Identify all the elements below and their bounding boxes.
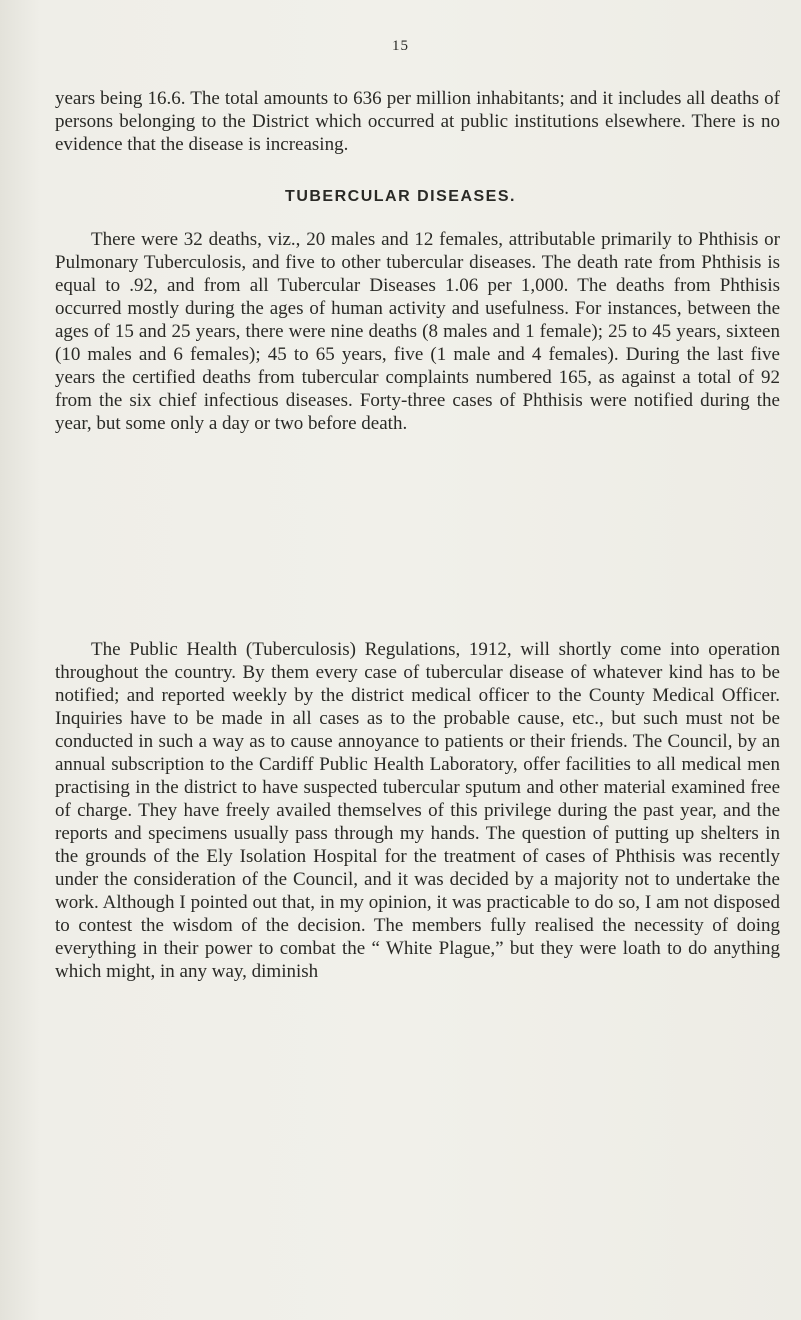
section-heading: TUBERCULAR DISEASES. [285, 188, 516, 205]
paragraph-deaths: There were 32 deaths, viz., 20 males and 12 females, attributable primarily to Phthisis or Pulmonary Tuberculosis, and five to other tubercular diseases. The death rate from Phthisis is equal to .92, and from all Tubercular Diseases 1.06 per 1,000. The deaths from Phthisis occurred mostly during the ages of human activity and usefulness. For instances, between the ages of 15 and 25 years, there were nine deaths (8 males and 1 female); 25 to 45 years, sixteen (10 males and 6 females); 45 to 65 years, five (1 male and 4 females). During the last five years the certified deaths from tubercular complaints numbered 165, as against a total of 92 from the six chief infectious diseases. Forty-three cases of Phthisis were notified during the year, but some only a day or two before death. [55, 229, 780, 434]
paragraph-regulations: The Public Health (Tuberculosis) Regulations, 1912, will shortly come into operation throughout the country. By them every case of tubercular disease of whatever kind has to be notified; and reported weekly by the district medical officer to the County Medical Officer. Inquiries have to be made in all cases as to the probable cause, etc., but such must not be conducted in such a way as to cause annoyance to patients or their friends. The Council, by an annual subscription to the Cardiff Public Health Laboratory, offer facilities to all medical men practising in the district to have suspected tubercular sputum and other material examined free of charge. They have freely availed themselves of this privilege during the past year, and the reports and specimens usually pass through my hands. The question of putting up shelters in the grounds of the Ely Isolation Hospital for the treatment of cases of Phthisis was recently under the consideration of the Council, and it was decided by a majority not to undertake the work. Although I pointed out that, in my opinion, it was practicable to do so, I am not disposed to contest the wisdom of the decision. The members fully realised the necessity of doing everything in their power to combat the “ White Plague,” but they were loath to do anything which might, in any way, diminish [55, 639, 780, 982]
page-number: 15 [392, 38, 409, 54]
intro-paragraph: years being 16.6. The total amounts to 636 per million inhabitants; and it includes all deaths of persons belonging to the District which occurred at public institutions elsewhere. There is no evidence that the disease is increasing. [55, 88, 780, 155]
